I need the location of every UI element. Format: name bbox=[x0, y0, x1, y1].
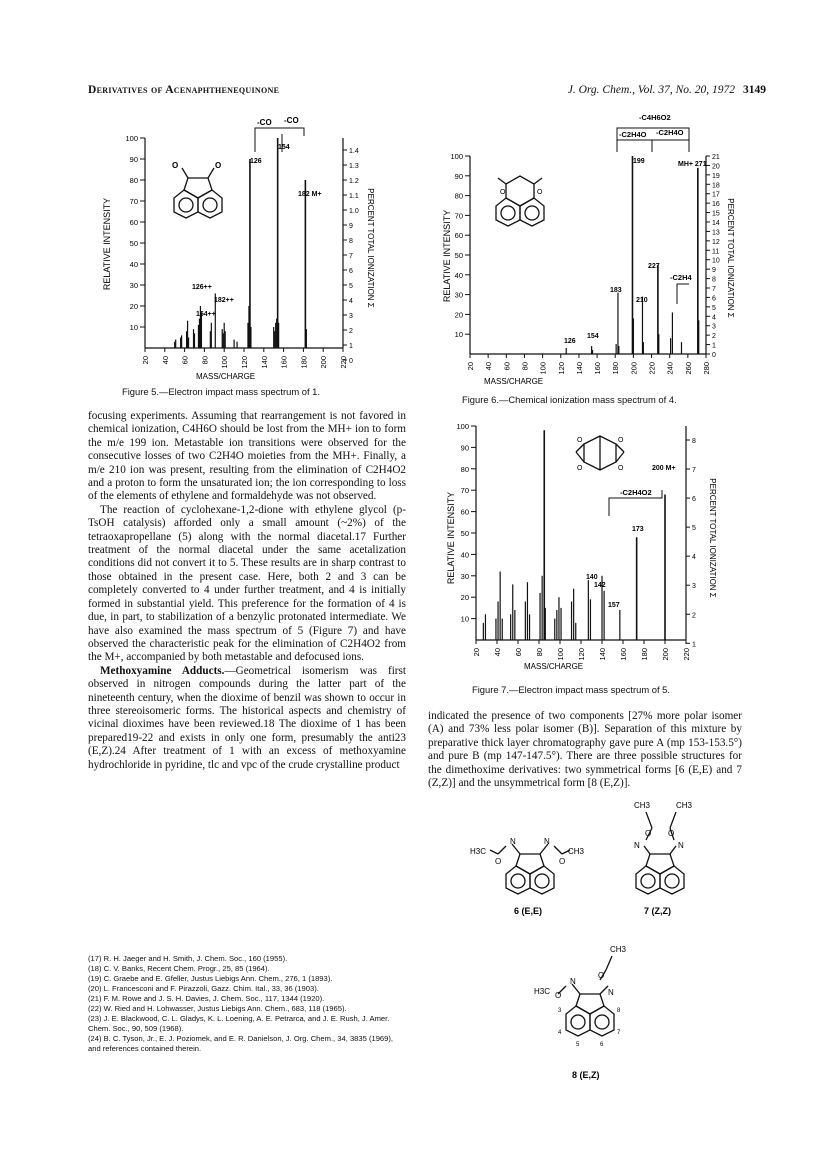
fig5-right-tick-0: 1.4 bbox=[349, 148, 359, 155]
fig5-x-tick-80: 80 bbox=[200, 356, 210, 365]
fig6-right-tick-0: 21 bbox=[712, 154, 720, 161]
s7-o-left: O bbox=[645, 829, 652, 838]
fig6-loss-c2h4o-1: -C2H4O bbox=[619, 130, 647, 139]
fig6-peak-label-271: MH+ 271 bbox=[678, 161, 707, 168]
fig7-structure-o-4: O bbox=[618, 465, 624, 472]
fig6-x-ticks bbox=[466, 354, 711, 375]
references-list bbox=[88, 954, 406, 1054]
left-column-text bbox=[88, 410, 406, 772]
fig7-right-tick-5: 3 bbox=[692, 583, 696, 591]
fig7-xlabel: MASS/CHARGE bbox=[524, 662, 584, 671]
fig6-peak-label-126: 126 bbox=[564, 338, 576, 345]
fig5-ylabel: RELATIVE INTENSITY bbox=[102, 197, 112, 291]
fig6-loss-c2h4: -C2H4 bbox=[670, 273, 692, 282]
structure-8 bbox=[558, 956, 614, 1036]
fig5-right-tick-4: 1.0 bbox=[349, 208, 359, 215]
s6-n-left: N bbox=[510, 837, 516, 846]
fig6-y-ticks bbox=[450, 152, 470, 339]
structure-8-label: 8 (E,Z) bbox=[572, 1070, 600, 1080]
s6-o-right: O bbox=[559, 857, 566, 866]
fig5-x-tick-200: 200 bbox=[319, 356, 329, 369]
structure-6 bbox=[490, 844, 570, 894]
fig6-y-tick-100: 100 bbox=[450, 152, 463, 161]
fig7-x-ticks bbox=[472, 640, 691, 661]
fig6-y-tick-80: 80 bbox=[454, 191, 463, 201]
fig6-peak-label-199: 199 bbox=[633, 158, 645, 165]
left-paragraph-1: focusing experiments. Assuming that rearrangement is not favored in chemical ionization, C4H6O should be lost from the MH+ ion to form the m/e 199 ion. Metastable ion transitions were observed for the consecutive losses of two C2H4O moieties from the MH+. Finally, a m/e 210 ion was present, resulting from the elimination of C2H4O2 and a proton to form the unsaturated ion; the ion corresponding to loss of the elements of ethylene and formaldehyde was not observed. bbox=[88, 410, 406, 503]
s7-ch3-left: CH3 bbox=[634, 801, 651, 810]
s8-ring-7: 7 bbox=[617, 1030, 621, 1036]
fig5-right-tick-9: 5 bbox=[349, 283, 353, 290]
fig5-y-tick-80: 80 bbox=[129, 176, 138, 185]
s8-ring-3: 3 bbox=[558, 1008, 562, 1014]
fig7-structure-o-3: O bbox=[577, 465, 583, 472]
fig6-loss-c2h4o-2: -C2H4O bbox=[656, 128, 684, 137]
fig7-ylabel: RELATIVE INTENSITY bbox=[446, 491, 456, 585]
s7-n-left: N bbox=[634, 841, 640, 850]
fig7-peak-label-200: 200 M+ bbox=[652, 465, 676, 472]
fig6-x-tick-100: 100 bbox=[538, 362, 548, 375]
fig7-y-tick-30: 30 bbox=[460, 571, 469, 581]
figure-7-spectrum bbox=[436, 418, 740, 680]
figure-7-caption: Figure 7.—Electron impact mass spectrum of 5. bbox=[472, 684, 670, 695]
acenaphthenequinone-structure bbox=[174, 168, 222, 218]
fig6-x-tick-160: 160 bbox=[593, 362, 603, 375]
fig7-y-tick-80: 80 bbox=[460, 464, 469, 474]
fig5-x-tick-40: 40 bbox=[160, 356, 170, 365]
fig5-loss-co-1: -CO bbox=[257, 118, 272, 127]
fig5-y-tick-90: 90 bbox=[129, 155, 138, 164]
fig7-x-tick-180: 180 bbox=[640, 648, 649, 661]
fig5-peak-label-154pp: 154++ bbox=[196, 311, 216, 318]
fig5-peaks bbox=[175, 138, 307, 348]
fig6-right-tick-8: 13 bbox=[712, 229, 720, 237]
fig5-right-tick-11: 3 bbox=[349, 313, 353, 320]
fig7-right-tick-3: 5 bbox=[692, 525, 696, 533]
fig7-x-tick-220: 220 bbox=[682, 648, 691, 661]
fig7-x-tick-100: 100 bbox=[556, 648, 565, 661]
section-heading-methoxyamine: Methoxyamine Adducts. bbox=[100, 664, 225, 677]
fig6-x-tick-220: 220 bbox=[647, 362, 657, 375]
fig6-y-tick-70: 70 bbox=[454, 211, 463, 221]
fig5-right-tick-10: 4 bbox=[349, 298, 353, 305]
fig7-x-tick-80: 80 bbox=[535, 648, 544, 657]
fig6-right-tick-20: 1 bbox=[712, 342, 716, 350]
fig6-x-tick-60: 60 bbox=[502, 362, 512, 371]
dimethoxime-structures bbox=[440, 798, 740, 1128]
figure-5-caption: Figure 5.—Electron impact mass spectrum of 1. bbox=[122, 386, 320, 397]
s6-o-left: O bbox=[495, 857, 502, 866]
fig5-structure-o-left: O bbox=[172, 161, 179, 170]
fig6-peak-label-210: 210 bbox=[636, 297, 648, 304]
left-paragraph-2: The reaction of cyclohexane-1,2-dione with ethylene glycol (p-TsOH catalysis) afforded only a small amount (~2%) of the tetraoxapropellane (5) along with the normal diacetal.17 Further treatment of the normal diacetal under the same acetalization conditions did not convert it to 5. These results are in sharp contrast to those obtained in the present case. Here, both 2 and 3 can be completely converted to 4 under further treatment, and 4 is initially formed in substantial yield. This preference for the formation of 4 is due, in part, to stabilization of a benzylic protonated intermediate. We have also examined the mass spectrum of 5 (Figure 7) and have observed the characteristic peak for the elimination of C2H4O2 from the M+, accompanied by both metastable and defocused ions. bbox=[88, 503, 406, 664]
fig5-x-tick-140: 140 bbox=[259, 356, 269, 369]
fig7-y-tick-20: 20 bbox=[460, 593, 469, 603]
fig7-right-tick-4: 4 bbox=[692, 554, 696, 562]
fig6-peaks bbox=[566, 156, 699, 354]
fig6-right-tick-11: 10 bbox=[712, 257, 720, 265]
fig6-right-tick-19: 2 bbox=[712, 333, 716, 341]
fig7-structure-o-1: O bbox=[577, 437, 583, 444]
fig5-x-tick-120: 120 bbox=[240, 356, 249, 369]
fig5-right-tick-14: 0 bbox=[349, 358, 353, 365]
fig7-x-tick-20: 20 bbox=[472, 648, 481, 657]
fig6-xlabel: MASS/CHARGE bbox=[484, 377, 544, 386]
s8-o-left: O bbox=[555, 991, 562, 1000]
journal-citation: J. Org. Chem., Vol. 37, No. 20, 1972 bbox=[567, 84, 735, 96]
s7-ch3-right: CH3 bbox=[676, 801, 693, 810]
reference-24: (24) B. C. Tyson, Jr., E. J. Poziomek, and E. R. Danielson, J. Org. Chem., 34, 3835 (1969), and references contained therein. bbox=[88, 1034, 394, 1053]
fig5-right-label: PERCENT TOTAL IONIZATION Σ bbox=[366, 188, 375, 308]
s8-ring-6: 6 bbox=[600, 1042, 604, 1048]
structure-7 bbox=[636, 812, 684, 894]
fig6-right-tick-17: 4 bbox=[712, 314, 716, 322]
fig6-x-tick-200: 200 bbox=[629, 362, 639, 375]
fig6-y-tick-60: 60 bbox=[454, 231, 463, 241]
reference-17: (17) R. H. Jaeger and H. Smith, J. Chem. Soc., 160 (1955). bbox=[88, 954, 288, 963]
fig7-right-ticks bbox=[686, 438, 696, 648]
fig5-y-tick-10: 10 bbox=[129, 323, 138, 332]
fig6-y-tick-40: 40 bbox=[454, 270, 463, 280]
fig5-right-tick-1: 1.3 bbox=[349, 163, 359, 170]
fig7-peak-label-142: 142 bbox=[594, 582, 606, 589]
fig7-x-tick-200: 200 bbox=[661, 648, 670, 661]
fig5-right-tick-13: 1 bbox=[349, 343, 353, 350]
fig5-structure-o-right: O bbox=[215, 161, 222, 170]
page-number: 3149 bbox=[743, 84, 766, 96]
fig7-x-tick-40: 40 bbox=[493, 648, 502, 657]
fig6-right-tick-13: 8 bbox=[712, 276, 716, 284]
fig5-peak-label-182: 182 M+ bbox=[298, 191, 322, 198]
s6-ch3: CH3 bbox=[568, 847, 585, 856]
fig5-y-tick-20: 20 bbox=[129, 302, 138, 311]
fig6-right-tick-12: 9 bbox=[712, 267, 716, 275]
fig7-x-tick-60: 60 bbox=[514, 648, 523, 657]
fig6-y-tick-30: 30 bbox=[454, 290, 463, 300]
fig6-right-tick-4: 17 bbox=[712, 191, 720, 199]
fig6-right-tick-3: 18 bbox=[712, 182, 720, 190]
reference-22: (22) W. Ried and H. Lohwasser, Justus Liebigs Ann. Chem., 683, 118 (1965). bbox=[88, 1004, 347, 1013]
structure-7-label: 7 (Z,Z) bbox=[644, 906, 671, 916]
fig7-right-tick-1: 7 bbox=[692, 467, 696, 475]
fig6-right-tick-15: 6 bbox=[712, 295, 716, 303]
fig6-peak-label-227: 227 bbox=[648, 263, 660, 270]
reference-20: (20) L. Francesconi and F. Pirazzoli, Gazz. Chim. Ital., 33, 36 (1903). bbox=[88, 984, 319, 993]
fig7-y-ticks bbox=[456, 422, 476, 624]
fig7-loss-c2h4o2: -C2H4O2 bbox=[620, 488, 652, 497]
figure-6-spectrum bbox=[436, 108, 740, 394]
fig5-peak-label-126pp: 126++ bbox=[192, 284, 212, 291]
fig5-x-tick-160: 160 bbox=[279, 356, 289, 369]
fig5-xlabel: MASS/CHARGE bbox=[196, 372, 256, 381]
fig5-right-tick-5: 9 bbox=[349, 223, 353, 230]
fig6-loss-c4h6o2: -C4H6O2 bbox=[639, 113, 671, 122]
fig5-right-tick-2: 1.2 bbox=[349, 178, 359, 185]
fig6-ylabel: RELATIVE INTENSITY bbox=[442, 209, 452, 303]
s8-ring-8: 8 bbox=[617, 1008, 621, 1014]
fig6-right-tick-7: 14 bbox=[712, 220, 720, 227]
fig5-right-tick-6: 8 bbox=[349, 238, 353, 245]
fig5-loss-co-2: -CO bbox=[284, 116, 299, 125]
s8-ring-4: 4 bbox=[558, 1030, 562, 1036]
fig5-peak-label-182pp: 182++ bbox=[214, 297, 234, 304]
fig7-peak-label-140: 140 bbox=[586, 574, 598, 581]
fig7-x-tick-160: 160 bbox=[619, 648, 628, 661]
fig7-x-tick-120: 120 bbox=[577, 648, 586, 661]
propellane-compound-5-structure bbox=[576, 436, 624, 470]
figure-6-caption: Figure 6.—Chemical ionization mass spectrum of 4. bbox=[462, 394, 677, 405]
fig7-y-tick-40: 40 bbox=[460, 550, 469, 560]
fig6-peak-label-183: 183 bbox=[610, 287, 622, 294]
fig5-x-ticks bbox=[141, 348, 348, 369]
s6-n-right: N bbox=[544, 837, 550, 846]
fig6-x-tick-20: 20 bbox=[466, 362, 475, 371]
fig6-right-tick-18: 3 bbox=[712, 323, 716, 331]
fig5-right-tick-3: 1.1 bbox=[349, 193, 359, 200]
fig5-x-tick-100: 100 bbox=[220, 356, 230, 369]
fig6-structure-o-right: O bbox=[537, 189, 543, 196]
fig6-y-tick-10: 10 bbox=[454, 330, 463, 340]
fig6-x-tick-80: 80 bbox=[520, 362, 530, 371]
fig7-y-tick-90: 90 bbox=[460, 443, 469, 453]
s8-ring-5: 5 bbox=[576, 1042, 580, 1048]
running-header-title: Derivatives of Acenaphthenequinone bbox=[88, 84, 280, 96]
fig5-y-tick-30: 30 bbox=[129, 281, 138, 290]
right-column-text bbox=[428, 710, 742, 790]
fig6-right-tick-21: 0 bbox=[712, 352, 716, 359]
figure-5-spectrum bbox=[88, 108, 380, 386]
fig6-right-tick-6: 15 bbox=[712, 210, 720, 218]
fig7-right-tick-6: 2 bbox=[692, 612, 696, 620]
fig5-right-tick-12: 2 bbox=[349, 328, 353, 335]
fig5-x-tick-20: 20 bbox=[141, 356, 150, 365]
fig6-x-tick-280: 280 bbox=[702, 362, 711, 375]
s8-o-top: O bbox=[598, 971, 605, 980]
structure-6-label: 6 (E,E) bbox=[514, 906, 543, 916]
fig6-right-tick-1: 20 bbox=[712, 163, 720, 171]
fig5-peak-label-154: 154 bbox=[278, 144, 290, 151]
fig7-right-label: PERCENT TOTAL IONIZATION Σ bbox=[708, 478, 717, 598]
s6-h3c: H3C bbox=[470, 847, 487, 856]
fig6-x-tick-40: 40 bbox=[484, 362, 494, 371]
fig6-y-tick-50: 50 bbox=[454, 251, 463, 260]
fig6-right-label: PERCENT TOTAL IONIZATION Σ bbox=[726, 198, 735, 318]
fig6-x-tick-240: 240 bbox=[665, 362, 675, 375]
fig5-peak-label-126: 126 bbox=[250, 158, 262, 165]
s8-h3c: H3C bbox=[534, 987, 551, 996]
fig5-x-tick-180: 180 bbox=[299, 356, 309, 369]
fig6-x-tick-180: 180 bbox=[611, 362, 621, 375]
fig7-y-tick-10: 10 bbox=[460, 614, 469, 624]
fig6-x-tick-260: 260 bbox=[683, 362, 693, 375]
s8-n-right: N bbox=[608, 988, 614, 997]
fig5-right-tick-8: 6 bbox=[349, 268, 353, 275]
fig6-x-tick-140: 140 bbox=[574, 362, 584, 375]
fig6-right-ticks bbox=[706, 154, 720, 359]
fig7-y-tick-100: 100 bbox=[456, 422, 469, 431]
fig6-right-tick-10: 11 bbox=[712, 248, 720, 256]
fig6-right-tick-16: 5 bbox=[712, 304, 716, 312]
fig7-peak-label-173: 173 bbox=[632, 526, 644, 533]
fig7-right-tick-2: 6 bbox=[692, 496, 696, 504]
running-header-journal bbox=[568, 84, 766, 96]
s8-n-left: N bbox=[570, 977, 576, 986]
reference-19: (19) C. Graebe and E. Gfeller, Justus Liebigs Ann. Chem., 276, 1 (1893). bbox=[88, 974, 333, 983]
fig7-peaks bbox=[483, 430, 665, 640]
fig6-structure-o-left: O bbox=[500, 189, 506, 196]
fig6-right-tick-9: 12 bbox=[712, 238, 720, 246]
fig7-x-tick-140: 140 bbox=[598, 648, 607, 661]
fig5-y-tick-100: 100 bbox=[125, 134, 138, 143]
fig5-x-tick-60: 60 bbox=[180, 356, 190, 365]
fig6-peak-label-154: 154 bbox=[587, 333, 599, 340]
fig7-peak-label-157: 157 bbox=[608, 602, 620, 609]
fig7-y-tick-70: 70 bbox=[460, 486, 469, 496]
reference-18: (18) C. V. Banks, Recent Chem. Progr., 25, 85 (1964). bbox=[88, 964, 270, 973]
s8-ch3-top: CH3 bbox=[610, 945, 627, 954]
fig6-y-tick-20: 20 bbox=[454, 310, 463, 320]
fig6-right-tick-5: 16 bbox=[712, 201, 720, 209]
fig5-y-tick-60: 60 bbox=[129, 218, 138, 227]
s7-o-right: O bbox=[668, 829, 675, 838]
fig5-right-tick-7: 7 bbox=[349, 253, 353, 260]
fig5-y-tick-70: 70 bbox=[129, 197, 138, 206]
reference-23: (23) J. E. Blackwood, C. L. Gladys, K. L. Loening, A. E. Petrarca, and J. E. Rush, J. Amer. Chem. Soc., 90, 509 (1968). bbox=[88, 1014, 390, 1033]
s7-n-right: N bbox=[678, 841, 684, 850]
fig6-right-tick-14: 7 bbox=[712, 286, 716, 293]
fig5-right-ticks bbox=[343, 148, 359, 365]
fig5-y-tick-40: 40 bbox=[129, 260, 138, 269]
fig5-y-tick-50: 50 bbox=[129, 239, 138, 248]
right-paragraph-1: indicated the presence of two components [27% more polar isomer (A) and 73% less polar isomer (B)]. Separation of this mixture by preparative thick layer chromatography gave pure A (mp 153-153.5°) and pure B (mp 147-147.5°). There are three possible structures for the dimethoxime derivatives: two symmetrical forms [6 (E,E) and 7 (Z,Z)] and the unsymmetrical form [8 (E,Z)]. bbox=[428, 710, 742, 790]
tetraoxa-compound-4-structure bbox=[496, 176, 544, 226]
fig7-y-tick-60: 60 bbox=[460, 507, 469, 517]
reference-21: (21) F. M. Rowe and J. S. H. Davies, J. Chem. Soc., 117, 1344 (1920). bbox=[88, 994, 325, 1003]
fig6-x-tick-120: 120 bbox=[556, 362, 566, 375]
fig7-structure-o-2: O bbox=[618, 437, 624, 444]
fig7-right-tick-7: 1 bbox=[692, 641, 696, 649]
left-paragraph-3 bbox=[88, 665, 406, 772]
fig7-y-tick-50: 50 bbox=[460, 529, 469, 538]
fig5-y-ticks bbox=[125, 134, 145, 332]
left-paragraph-3-body: —Geometrical isomerism was first observed in nitrogen compounds during the latter part of the nineteenth century, when the dioxime of benzil was shown to occur in three stereoisomeric forms. The historical aspects and chemistry of vicinal dioximes have been reviewed.18 The dioxime of 1 has been prepared19-22 and exists in only one form, presumably the anti23 (E,Z).24 After treatment of 1 with an excess of methoxyamine hydrochloride in pyridine, tlc and vpc of the crude crystalline product bbox=[88, 664, 406, 771]
fig7-right-tick-0: 8 bbox=[692, 438, 696, 445]
fig5-x-tick-220: 220 bbox=[339, 356, 348, 369]
fig6-right-tick-2: 19 bbox=[712, 172, 720, 180]
fig6-y-tick-90: 90 bbox=[454, 171, 463, 181]
